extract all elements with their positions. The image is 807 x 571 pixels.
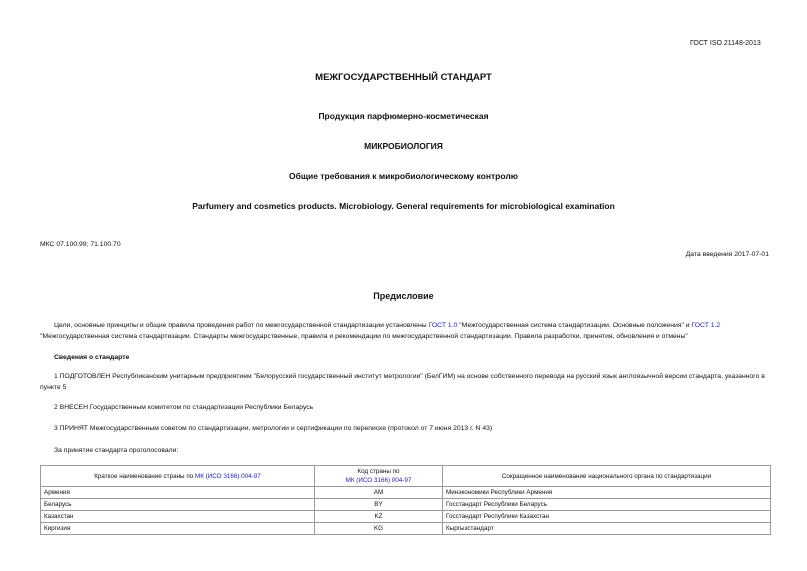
code-cell: KG [315, 523, 443, 535]
table-row [41, 487, 771, 499]
introduction-date: Дата введения 2017-07-01 [685, 251, 769, 258]
vote-intro: За принятие стандарта проголосовали: [54, 447, 179, 454]
mk-iso-link-header2[interactable]: МК (ИСО 3166) 004-97 [345, 477, 412, 484]
header-country-text: Краткое наименование страны по [94, 472, 195, 480]
header-country-name [41, 466, 315, 487]
item-submitted: 2 ВНЕСЕН Государственным комитетом по стандартизации Республики Беларусь [54, 404, 314, 411]
preface-heading: Предисловие [373, 291, 434, 301]
subject-title: МИКРОБИОЛОГИЯ [364, 141, 443, 151]
country-cell: Беларусь [41, 499, 315, 511]
preface-text-start: Цели, основные принципы и общие правила проведения работ по межгосударственной стандартизации установлены [54, 322, 429, 329]
gost-1-0-link[interactable]: ГОСТ 1.0 [428, 322, 458, 329]
body-cell: Госстандарт Республики Беларусь [443, 499, 771, 511]
country-cell: Киргизия [41, 523, 315, 535]
header-code-text: Код страны по [357, 468, 400, 475]
document-id: ГОСТ ISO 21148-2013 [690, 40, 761, 47]
table-row [41, 499, 771, 511]
body-cell: Госстандарт Республики Казахстан [443, 511, 771, 523]
title-english: Parfumery and cosmetics products. Microbiology. General requirements for microbiological examination [192, 201, 615, 211]
about-standard-heading: Сведения о стандарте [54, 354, 130, 361]
body-cell: Кыргызстандарт [443, 523, 771, 535]
product-title: Продукция парфюмерно-косметическая [318, 111, 489, 121]
code-cell: BY [315, 499, 443, 511]
item-adopted: 3 ПРИНЯТ Межгосударственным советом по стандартизации, метрологии и сертификации по переписке (протокол от 7 июня 2013 г. N 43) [54, 425, 493, 432]
preface-paragraph [40, 320, 770, 342]
preface-text-end: "Межгосударственная система стандартизации. Стандарты межгосударственные, правила и рекомендации по межгосударственной стандартизации. Правила разработки, принятия, обновления и отмены" [40, 333, 688, 340]
preface-text-mid: "Межгосударственная система стандартизации. Основные положения" и [457, 322, 692, 329]
mks-code: МКС 07.100.99; 71.100.70 [40, 241, 121, 248]
mk-iso-link-header1[interactable]: МК (ИСО 3166) 004-97 [194, 472, 261, 480]
table-row [41, 523, 771, 535]
table-row [41, 511, 771, 523]
item-prepared: 1 ПОДГОТОВЛЕН Республиканским унитарным предприятием "Белорусский государственный институт метрологии" (БелГИМ) на основе собственного перевода на русский язык англоязычной версии стандарта, указанного в пункте 5 [40, 373, 765, 391]
code-cell: AM [315, 487, 443, 499]
voting-countries-table [40, 465, 771, 535]
title-russian: Общие требования к микробиологическому контролю [289, 171, 518, 181]
code-cell: KZ [315, 511, 443, 523]
table-header-row [41, 466, 771, 487]
country-cell: Армения [41, 487, 315, 499]
standard-type: МЕЖГОСУДАРСТВЕННЫЙ СТАНДАРТ [315, 72, 492, 83]
body-cell: Минэкономики Республики Армения [443, 487, 771, 499]
gost-1-2-link[interactable]: ГОСТ 1.2 [691, 322, 721, 329]
header-standards-body: Сокращенное наименование национального органа по стандартизации [443, 466, 771, 487]
country-cell: Казахстан [41, 511, 315, 523]
header-country-code [315, 466, 443, 487]
